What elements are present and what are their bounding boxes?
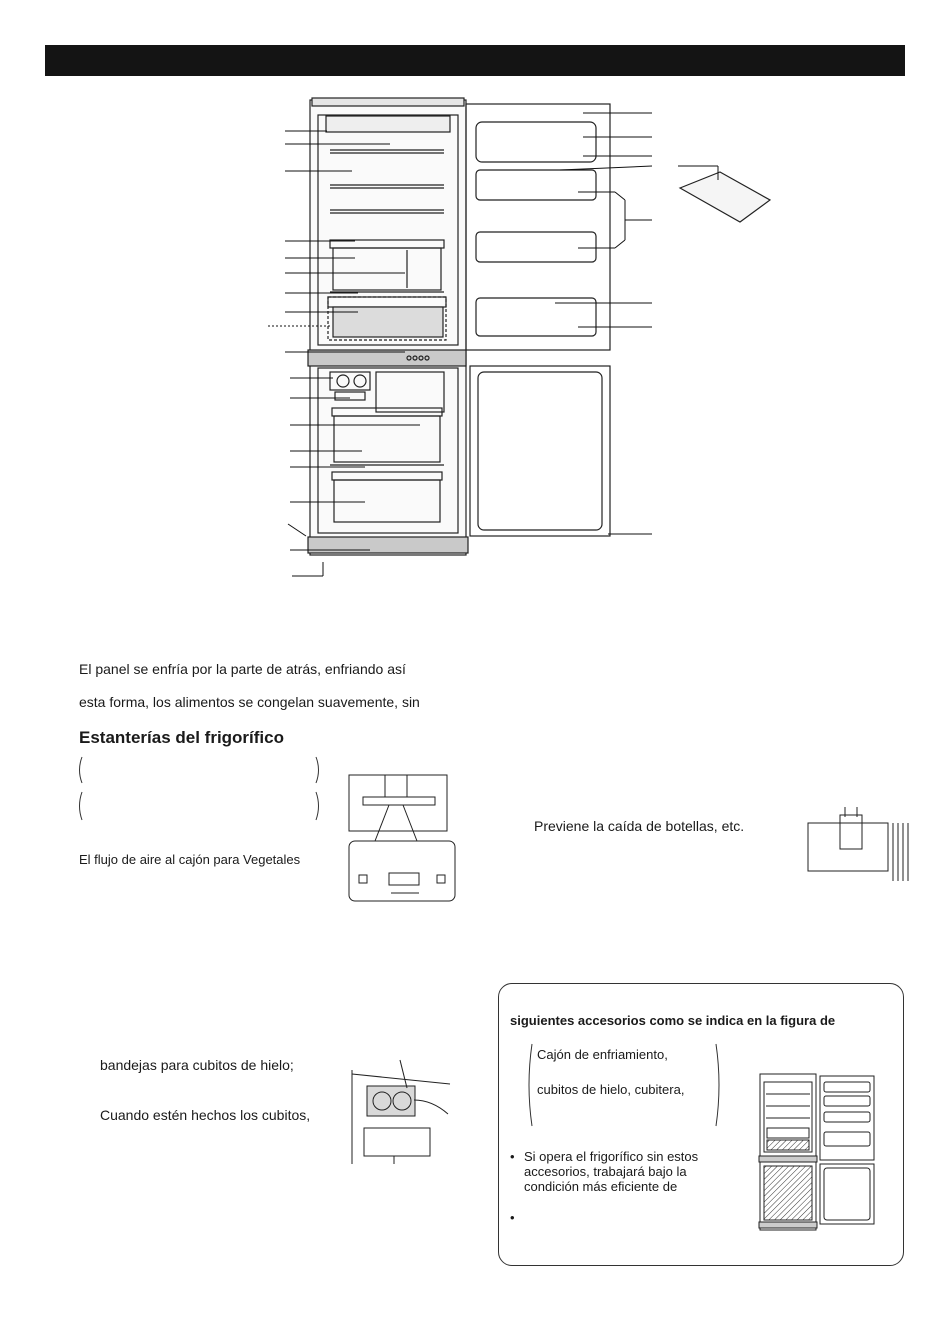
note-bullet-1-line-2: accesorios, trabajará bajo la [524,1164,687,1179]
note-item-1: Cajón de enfriamiento, [537,1047,668,1062]
note-bullet-1-line-3: condición más eficiente de [524,1179,678,1194]
note-bullet-2-mark: • [510,1210,515,1225]
ice-line-1: bandejas para cubitos de hielo; [100,1057,294,1073]
note-bullet-1-line-1: Si opera el frigorífico sin estos [524,1149,699,1164]
fridge-accessories-diagram [758,1072,878,1234]
ice-line-2: Cuando estén hechos los cubitos, [100,1107,311,1123]
intro-line-2: esta forma, los alimentos se congelan suavemente, sin [79,694,420,710]
note-item-2: cubitos de hielo, cubitera, [537,1082,685,1097]
note-bullet-1-mark: • [510,1149,515,1164]
intro-line-1: El panel se enfría por la parte de atrás, enfriando así [79,661,406,677]
section-title-shelves: Estanterías del frigorífico [79,728,284,747]
airflow-text: El flujo de aire al cajón para Vegetales [79,852,301,867]
note-heading: siguientes accesorios como se indica en la figura de [510,1013,836,1028]
bottle-guard-text: Previene la caída de botellas, etc. [534,818,745,834]
